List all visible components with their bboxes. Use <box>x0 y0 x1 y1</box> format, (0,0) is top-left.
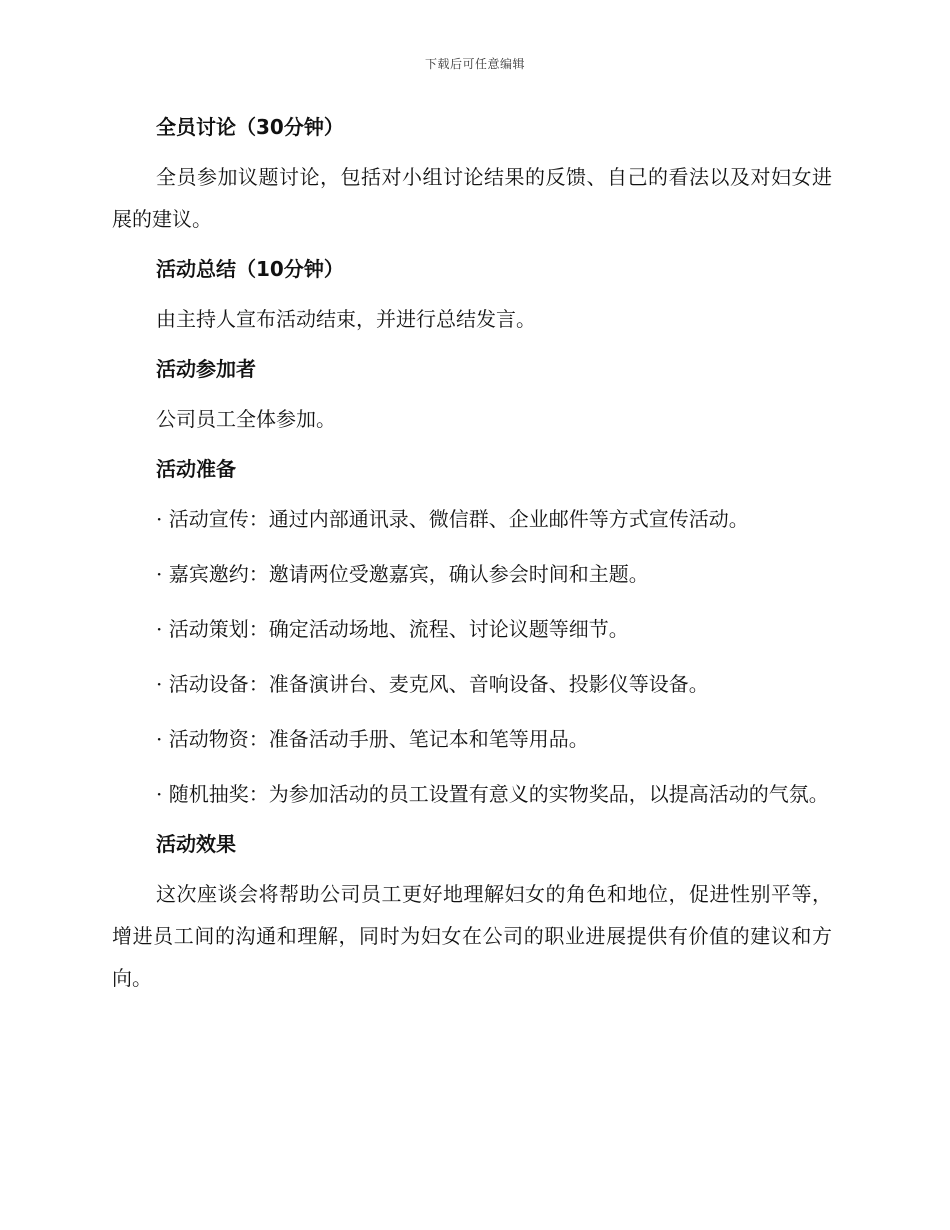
list-item-equipment: · 活动设备：准备演讲台、麦克风、音响设备、投影仪等设备。 <box>156 672 709 696</box>
section-body-summary: 由主持人宣布活动结束，并进行总结发言。 <box>156 307 536 331</box>
list-item-planning: · 活动策划：确定活动场地、流程、讨论议题等细节。 <box>156 617 629 641</box>
section-heading-participants: 活动参加者 <box>156 357 256 381</box>
section-heading-preparation: 活动准备 <box>156 457 236 481</box>
list-item-guest-invitation: · 嘉宾邀约：邀请两位受邀嘉宾，确认参会时间和主题。 <box>156 562 649 586</box>
list-item-publicity: · 活动宣传：通过内部通讯录、微信群、企业邮件等方式宣传活动。 <box>156 507 749 531</box>
section-body-participants: 公司员工全体参加。 <box>156 407 336 431</box>
header-note: 下载后可任意编辑 <box>424 57 525 71</box>
section-body-effect: 这次座谈会将帮助公司员工更好地理解妇女的角色和地位，促进性别平等，增进员工间的沟通和理解，同时为妇女在公司的职业进展提供有价值的建议和方向。 <box>112 882 832 990</box>
list-item-supplies: · 活动物资：准备活动手册、笔记本和笔等用品。 <box>156 727 589 751</box>
section-heading-discussion: 全员讨论（30分钟） <box>156 115 344 139</box>
document-body <box>112 112 832 999</box>
section-body-discussion: 全员参加议题讨论，包括对小组讨论结果的反馈、自己的看法以及对妇女进展的建议。 <box>112 165 832 231</box>
list-item-lottery: · 随机抽奖：为参加活动的员工设置有意义的实物奖品，以提高活动的气氛。 <box>156 782 829 806</box>
section-heading-summary: 活动总结（10分钟） <box>156 257 344 281</box>
section-heading-effect: 活动效果 <box>156 832 236 856</box>
